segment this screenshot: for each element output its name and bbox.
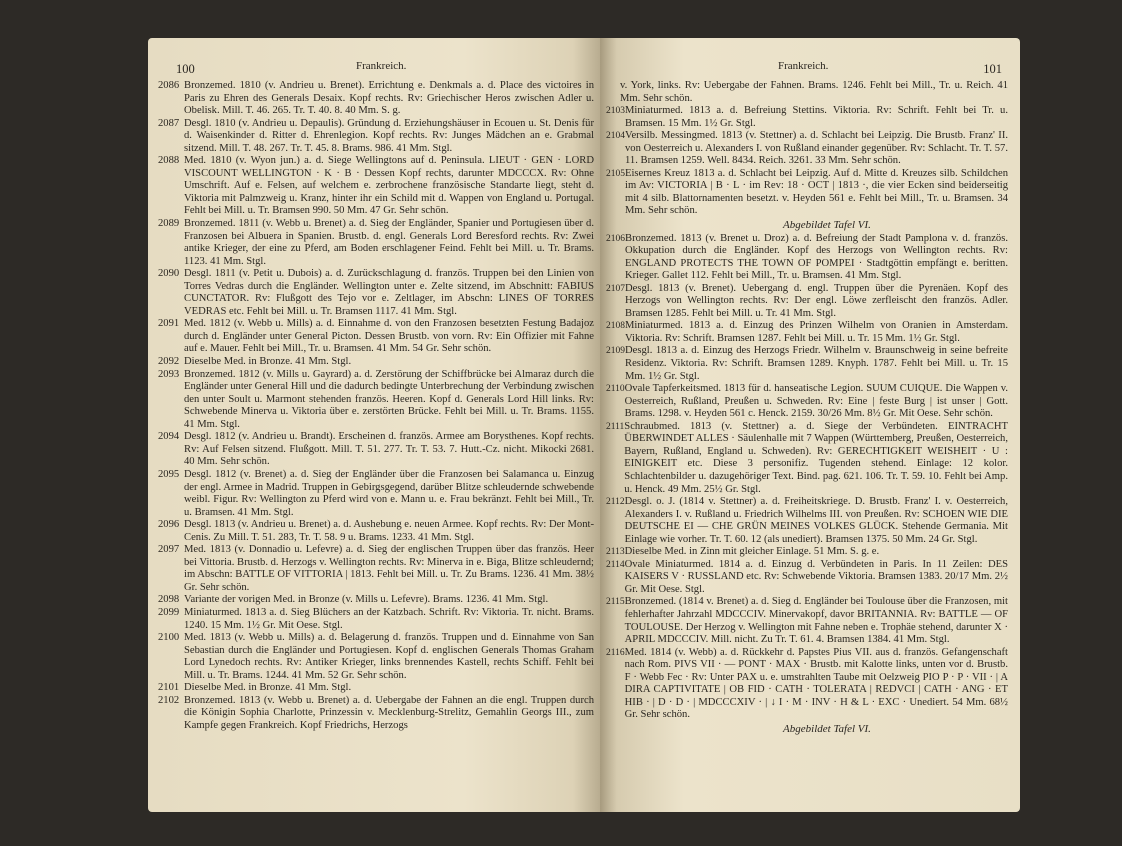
catalog-entry <box>606 345 1008 383</box>
entry-number: 2100 <box>158 632 180 644</box>
catalog-entry <box>606 647 1008 722</box>
entry-description: Desgl. 1810 (v. Andrieu u. Depaulis). Gründung d. Erziehungshäuser in Ecouen u. St. Denis für d. Waisenkinder d. Ritter d. Ehrenlegion. Kopf rechts. Rv: Junges Mädchen an e. Grabmal sitzend. Mill. T. 48. 267. Tr. T. 45. 8. Brams. 986. 41 Mm. Stgl. <box>184 117 594 154</box>
catalog-entry <box>606 233 1008 283</box>
catalog-entry <box>606 496 1008 546</box>
entry-description: Bronzemed. 1810 (v. Andrieu u. Brenet). Errichtung e. Denkmals a. d. Place des victoires in Paris zu Ehren des Generals Desaix. Kopf rechts. Rv: Griechischer Heros zwischen Adler u. Obelisk. Mill. T. 46. 265. Tr. T. 40. 8. 40 Mm. S. g. <box>184 80 594 117</box>
entry-number: 2114 <box>606 559 625 570</box>
catalog-entry <box>158 118 594 156</box>
entry-number: 2087 <box>158 117 180 129</box>
left-page <box>148 38 600 812</box>
catalog-entry <box>606 546 1008 559</box>
catalog-entry <box>158 431 594 469</box>
entry-number: 2096 <box>158 519 180 531</box>
entry-number: 2097 <box>158 544 180 556</box>
entry-number: 2103 <box>606 106 625 117</box>
entry-number: 2110 <box>606 384 625 395</box>
entry-description: Desgl. 1813 (v. Andrieu u. Brenet) a. d. Aushebung e. neuen Armee. Kopf rechts. Rv: Der Mont-Cenis. Zu Mill. T. 51. 283, Tr. T. 58. 9 u. Brams. 1233. 41 Mm. Stgl. <box>184 519 594 543</box>
entry-description: Miniaturmed. 1813 a. d. Sieg Blüchers an der Katzbach. Schrift. Rv: Viktoria. Tr. nicht. Brams. 1240. 15 Mm. 1½ Gr. Mit Oese. Stgl. <box>184 606 594 631</box>
catalog-entry <box>158 607 594 632</box>
entry-number: 2109 <box>606 346 625 357</box>
catalog-entry <box>606 421 1008 496</box>
entry-description: Schraubmed. 1813 (v. Stettner) a. d. Siege der Verbündeten. EINTRACHT ÜBERWINDET ALLES · Säulenhalle mit 7 Wappen (Württemberg, Preußen, Oesterreich, Bayern, Rußland, England u. Schweden). Rv: GERECHTIGKEIT WEISHEIT · U : EINIGKEIT etc. Diese 3 personifiz. Tugenden stehend. Einlage: 12 kolor. Schlachtenbilder u. dazugehöriger Text. Bind. pag. 621. 106. Tr. T. 59. 10. Fehlt bei Amp. u. Henck. 49 Mm. 25½ Gr. Stgl. <box>624 420 1008 495</box>
catalog-entry <box>158 268 594 318</box>
entry-description: Bronzemed. 1812 (v. Mills u. Gayrard) a. d. Zerstörung der Schiffbrücke bei Almaraz durch die Engländer unter General Hill und die dadurch bedingte Unterbrechung der Verbindung zwischen den unter Soult u. Marmont stehenden französ. Heeren. Kopf d. Generals Lord Hill links. Rv: Schwebende Minerva u. Viktoria über e. zerstörten Brücke. Fehlt bei Mill. u. Tr. Brams. 1155. 41 Mm. Stgl. <box>184 368 594 430</box>
entry-description: Bronzemed. (1814 v. Brenet) a. d. Sieg d. Engländer bei Toulouse über die Franzosen, mit fehlerhafter Jahrzahl MDCCCIV. Minervakopf, davor BRITANNIA. Rv: BATTLE — OF TOULOUSE. Der Herzog v. Wellington mit Fahne neben e. Trophäe stehend, darunter X · APRIL MDCCCIV. Mill. nicht. Zu Tr. T. 61. 4. Bramsen 1384. 41 Mm. Stgl. <box>624 596 1008 646</box>
entry-number: 2099 <box>158 606 180 618</box>
entry-description: Bronzemed. 1813 (v. Brenet u. Droz) a. d. Befreiung der Stadt Pamplona v. d. französ. Okkupation durch die Engländer. Kopf des Herzogs von Wellington rechts. Rv: ENGLAND PROTECTS THE TOWN OF POMPEI · Stadtgöttin empfängt e. beritten. Krieger. Gallet 112. Fehlt bei Mill., Tr. u. Bramsen. 41 Mm. Stgl. <box>625 232 1008 282</box>
right-page-number: 101 <box>983 62 1002 76</box>
entry-description: Dieselbe Med. in Bronze. 41 Mm. Stgl. <box>184 682 352 694</box>
entry-number: 2106 <box>606 233 625 244</box>
entry-number: 2116 <box>606 647 625 658</box>
entry-number: 2101 <box>158 682 180 694</box>
catalog-entry <box>158 682 594 695</box>
entry-number: 2098 <box>158 594 180 606</box>
catalog-entry <box>158 80 594 118</box>
entry-number: 2091 <box>158 318 180 330</box>
entry-description: Bronzemed. 1813 (v. Webb u. Brenet) a. d. Uebergabe der Fahnen an die engl. Truppen durch die Königin Sophia Charlotte, Prinzessin v. Mecklenburg-Strelitz, Gemahlin Georgs III., zum Kampfe gegen Frankreich. Kopf Friedrichs, Herzogs <box>184 694 594 731</box>
plate-reference-caption: Abgebildet Tafel VI. <box>783 722 871 735</box>
entry-description: Desgl. 1812 (v. Brenet) a. d. Sieg der Engländer über die Franzosen bei Salamanca u. Einzug der engl. Armee in Madrid. Truppen in Gebirgsgegend, darüber Blitze schleudernde schwebende weibl. Figur. Rv: Wellington zu Pferd wird von e. Mann u. e. Frau bekränzt. Fehlt bei Mill., Tr. u. Bramsen. 41 Mm. Stgl. <box>184 468 594 518</box>
entry-description: Med. 1812 (v. Webb u. Mills) a. d. Einnahme d. von den Franzosen besetzten Festung Badajoz durch d. Engländer unter General Picton. Dessen Brustb. von vorn. Rv: Ein Offizier mit Fahne auf e. Mauer. Fehlt bei Mill., Tr. u. Bramsen. 41 Mm. 54 Gr. Sehr schön. <box>184 318 594 355</box>
entry-number: 2102 <box>158 694 180 706</box>
entry-description: Ovale Tapferkeitsmed. 1813 für d. hanseatische Legion. SUUM CUIQUE. Die Wappen v. Oesterreich, Rußland, Preußen u. Schweden. Rv: Eine | feste Burg | ist unser | Gott. Brams. 1298. v. Heyden 561 c. Henck. 2159. 30/26 Mm. 8½ Gr. Mit Oese. Sehr schön. <box>624 383 1008 420</box>
catalog-entry <box>606 283 1008 321</box>
catalog-entry <box>606 168 1008 218</box>
entry-description: Desgl. 1811 (v. Petit u. Dubois) a. d. Zurückschlagung d. französ. Truppen bei den Linien von Torres Vedras durch die Engländer. Wellington unter e. Zelte sitzend, im Abschnitt: FABIUS CUNCTATOR. Rv: Flußgott des Tejo vor e. Zeltlager, im Abschn: LINES OF TORRES VEDRAS etc. Fehlt bei Mill. u. Tr. Bramsen 1117. 41 Mm. Stgl. <box>184 268 594 317</box>
entry-number: 2093 <box>158 368 180 380</box>
entry-description: Med. 1814 (v. Webb) a. d. Rückkehr d. Papstes Pius VII. aus d. französ. Gefangenschaft nach Rom. PIVS VII · — PONT · MAX · Brustb. mit Kalotte links, unten vor d. Brustb. F · Webb Fec · Rv: Unter PAX u. e. umstrahlten Taube mit Oelzweig PIO P · P · VII · | A DIRA CAPTIVITATE | OB FID · CATH · TOLERATA | REDVCI | CATH · ANG · ET HIB · | D · D · | MDCCCXIV · | ↓ I · M · INV · H & L · EXC · Unediert. 54 Mm. 68½ Gr. Sehr schön. <box>624 646 1008 721</box>
entry-description: Miniaturmed. 1813 a. d. Befreiung Stettins. Viktoria. Rv: Schrift. Fehlt bei Tr. u. Bramsen. 15 Mm. 1½ Gr. Stgl. <box>625 105 1008 129</box>
entry-number: 2088 <box>158 155 180 167</box>
entry-description: Variante der vorigen Med. in Bronze (v. Mills u. Lefevre). Brams. 1236. 41 Mm. Stgl. <box>184 594 549 606</box>
catalog-entry <box>158 218 594 268</box>
catalog-entry <box>606 596 1008 646</box>
entry-description: Dieselbe Med. in Zinn mit gleicher Einlage. 51 Mm. S. g. e. <box>624 546 880 558</box>
catalog-entry <box>158 155 594 218</box>
catalog-entry <box>158 632 594 682</box>
entry-number: 2104 <box>606 131 625 142</box>
catalog-entry <box>158 369 594 432</box>
entry-number: 2094 <box>158 431 180 443</box>
entry-description: Med. 1810 (v. Wyon jun.) a. d. Siege Wellingtons auf d. Peninsula. LIEUT · GEN · LORD VISCOUNT WELLINGTON · K · B · Dessen Kopf rechts, darunter MDCCCX. Rv: Ohne Umschrift. Auf e. Felsen, auf welchem e. zerbrochene französische Standarte liegt, steht d. Viktoria mit Palmzweig u. Kranz, hinter ihr ein Schild mit d. Wappen von England u. Portugal. Fehlt bei Mill. u. Tr. Bramsen 990. 50 Mm. 47 Gr. Sehr schön. <box>184 155 594 217</box>
entry-description: Desgl. 1812 (v. Andrieu u. Brandt). Erscheinen d. französ. Armee am Borysthenes. Kopf rechts. Rv: Auf Felsen sitzend. Flußgott. Mill. T. 51. 277. Tr. T. 53. 7. Hutt.-Cz. nicht. Mikocki 2681. 40 Mm. Sehr schön. <box>184 431 594 468</box>
catalog-entry <box>606 105 1008 130</box>
catalog-entry <box>606 320 1008 345</box>
entry-description: Med. 1813 (v. Webb u. Mills) a. d. Belagerung d. französ. Truppen und d. Einnahme von San Sebastian durch die Engländer und Portugiesen. Kopf d. englischen Generals Thomas Graham Lord Lynedoch rechts. Rv: Antiker Krieger, links brennendes Kastell, rechts Schiff. Fehlt bei Mill. u. Tr. Brams. 1244. 41 Mm. 52 Gr. Sehr schön. <box>184 632 594 681</box>
plate-reference-caption: Abgebildet Tafel VI. <box>783 219 871 232</box>
entry-description: Miniaturmed. 1813 a. d. Einzug des Prinzen Wilhelm von Oranien in Amsterdam. Viktoria. Rv: Schrift. Bramsen 1287. Fehlt bei Mill. u. Tr. 15 Mm. 1½ Gr. Stgl. <box>625 320 1008 344</box>
catalog-entry <box>606 130 1008 168</box>
entry-number: 2092 <box>158 356 180 368</box>
catalog-entry <box>606 559 1008 597</box>
entry-description: Versilb. Messingmed. 1813 (v. Stettner) a. d. Schlacht bei Leipzig. Die Brustb. Franz' II. von Oesterreich u. Alexanders I. von Rußland einander gegenüber. Rv: Schlacht. Tr. T. 57. 11. Bramsen 1259. Well. 8434. Reich. 3261. 33 Mm. Sehr schön. <box>625 130 1008 167</box>
entry-description: Med. 1813 (v. Donnadio u. Lefevre) a. d. Sieg der englischen Truppen über das französ. Heer bei Vittoria. Brustb. d. Herzogs v. Wellington rechts. Rv: Minerva in e. Biga, Blitze schleudernd; im Abschn: BATTLE OF VITTORIA | 1813. Fehlt bei Mill. u. Tr. Zu Brams. 1236. 41 Mm. 38½ Gr. Sehr schön. <box>184 544 594 593</box>
right-running-title: Frankreich. <box>778 60 829 72</box>
left-running-head <box>158 38 594 80</box>
entry-number: 2115 <box>606 597 625 608</box>
right-catalog-entries <box>606 80 1008 735</box>
entry-description: Eisernes Kreuz 1813 a. d. Schlacht bei Leipzig. Auf d. Mitte d. Kreuzes silb. Schildchen im Av: VICTORIA | B · L · im Rev: 18 · OCT | 1813 ·, die vier Ecken sind beiderseitig mit 4 silb. Blattornamenten besetzt. v. Heyden 561 e. Fehlt bei Mill., Tr. u. Bramsen. 34 Mm. Sehr schön. <box>625 167 1008 217</box>
catalog-entry <box>606 383 1008 421</box>
right-page <box>600 38 1020 812</box>
entry-number: 2113 <box>606 547 625 558</box>
left-page-number: 100 <box>176 62 195 76</box>
catalog-entry <box>158 356 594 369</box>
entry-number: 2095 <box>158 468 180 480</box>
catalog-entry <box>158 469 594 519</box>
entry-number: 2111 <box>606 421 625 432</box>
entry-number: 2086 <box>158 80 180 91</box>
entry-number: 2105 <box>606 168 625 179</box>
entry-description: Dieselbe Med. in Bronze. 41 Mm. Stgl. <box>184 356 352 368</box>
entry-description: Bronzemed. 1811 (v. Webb u. Brenet) a. d. Sieg der Engländer, Spanier und Portugiesen über d. Franzosen bei Albuera in Spanien. Brustb. d. engl. Generals Lord Beresford rechts. Rv: Zwei antike Krieger, der eine zu Pferd, am Boden erschlagener Feind. Fehlt bei Mill. u. Tr. Brams. 1123. 41 Mm. Stgl. <box>184 218 594 267</box>
catalog-entry <box>158 544 594 594</box>
catalog-entry <box>158 594 594 607</box>
left-running-title: Frankreich. <box>356 60 407 72</box>
catalog-entry <box>158 519 594 544</box>
entry-number: 2089 <box>158 218 180 230</box>
entry-number: 2108 <box>606 321 625 332</box>
continuation-text: v. York, links. Rv: Uebergabe der Fahnen. Brams. 1246. Fehlt bei Mill., Tr. u. Reich. 41 Mm. Sehr schön. <box>620 80 1008 104</box>
catalog-entry <box>158 695 594 733</box>
right-running-head <box>606 38 1008 80</box>
entry-description: Desgl. o. J. (1814 v. Stettner) a. d. Freiheitskriege. D. Brustb. Franz' I. v. Oesterreich, Alexanders I. v. Rußland u. Friedrich Wilhelms III. von Preußen. Rv: SCHOEN WIE DIE DEUTSCHE EI — CHE GRÜN MEINES VOLKES GLÜCK. Stehende Germania. Mit Einlage wie vorher. Tr. T. 60. 12 (als unediert). Bramsen 1375. 50 Mm. 24 Gr. Stgl. <box>624 496 1008 545</box>
entry-number: 2107 <box>606 283 625 294</box>
entry-number: 2090 <box>158 268 180 280</box>
entry-description: Desgl. 1813 a. d. Einzug des Herzogs Friedr. Wilhelm v. Braunschweig in seine befreite Residenz. Viktoria. Rv: Schrift. Bramsen 1289. Knyph. 1787. Fehlt bei Mill. u. Tr. 15 Mm. 1½ Gr. Stgl. <box>625 345 1008 382</box>
entry-number: 2112 <box>606 497 625 508</box>
entry-description: Ovale Miniaturmed. 1814 a. d. Einzug d. Verbündeten in Paris. In 11 Zeilen: DES KAISERS V · RUSSLAND etc. Rv: Schwebende Viktoria. Bramsen 1383. 20/17 Mm. 2½ Gr. Mit Oese. Stgl. <box>624 558 1008 595</box>
left-catalog-entries <box>158 80 594 732</box>
entry-description: Desgl. 1813 (v. Brenet). Uebergang d. engl. Truppen über die Pyrenäen. Kopf des Herzogs von Wellington rechts. Rv: Der engl. Löwe zerfleischt den französ. Adler. Bramsen 1285. Fehlt bei Mill. u. Tr. 41 Mm. Stgl. <box>625 282 1008 319</box>
catalog-entry <box>158 318 594 356</box>
